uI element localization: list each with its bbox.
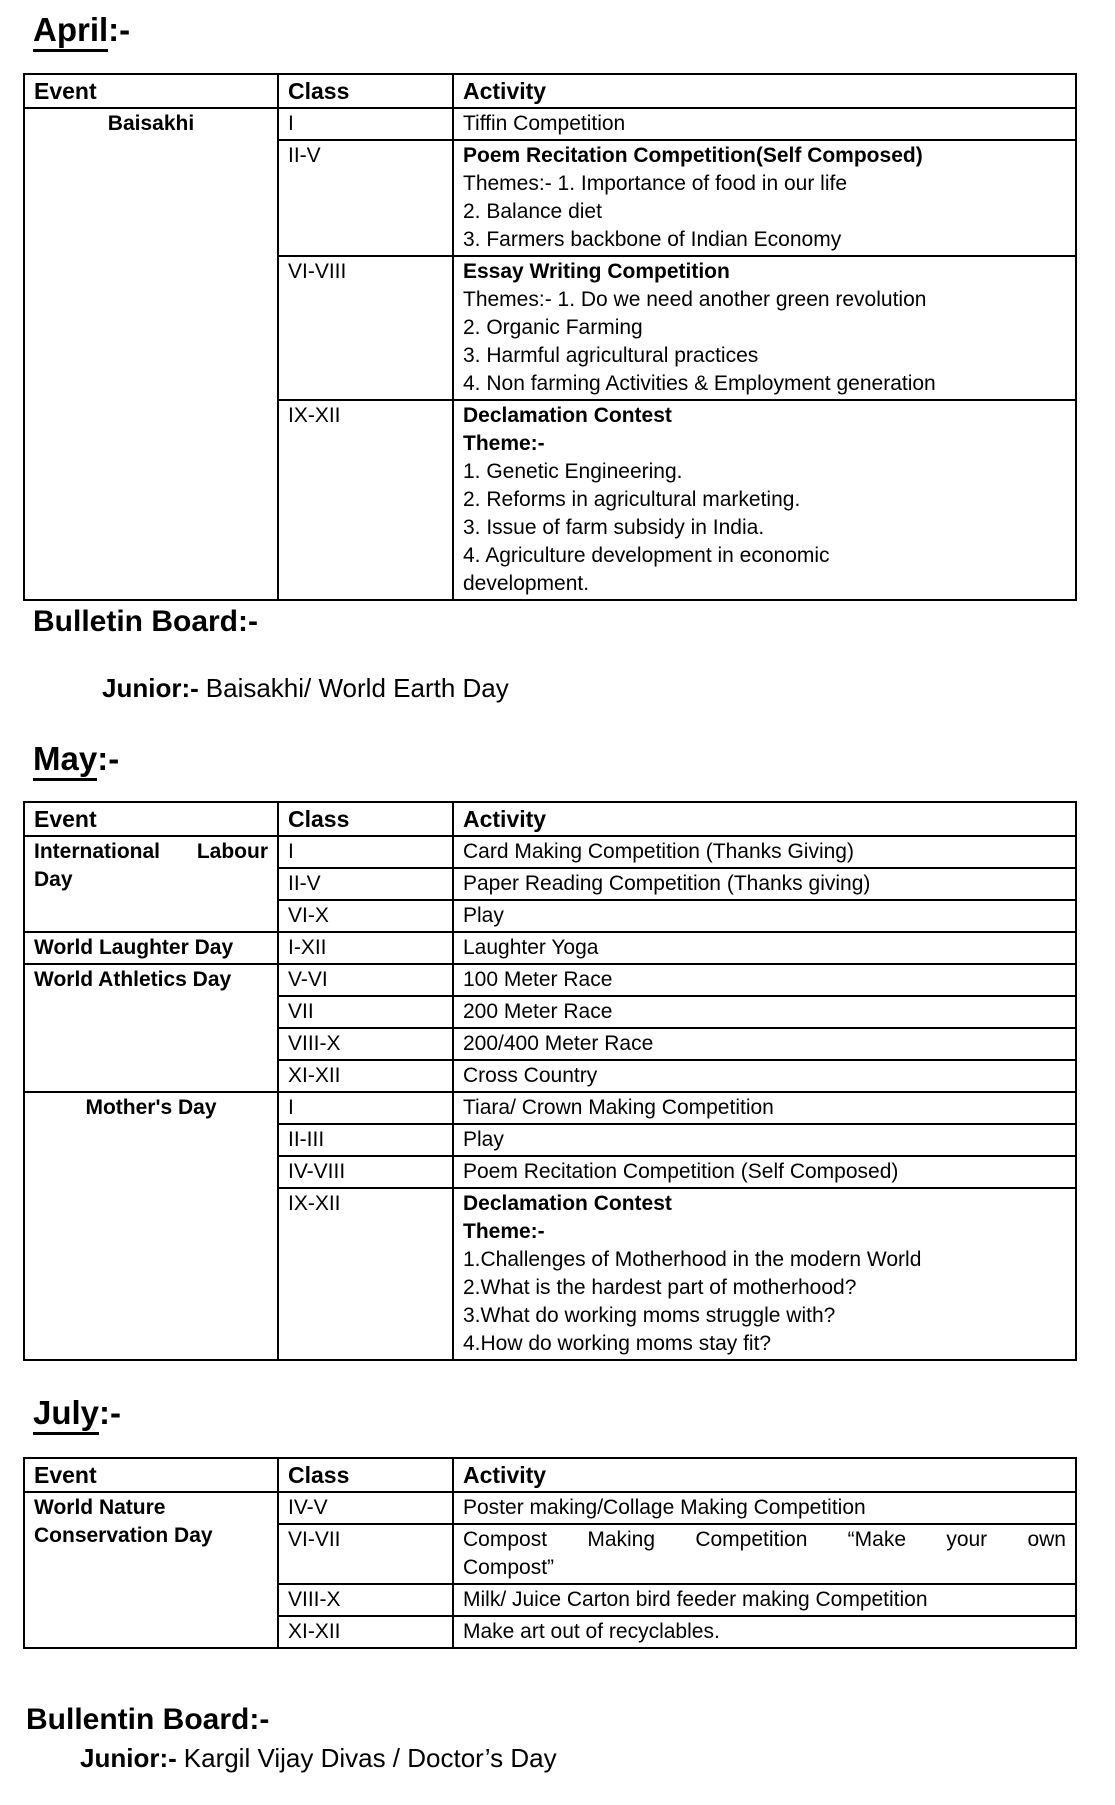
activity-line: Theme:- [463, 432, 545, 455]
junior-text: Kargil Vijay Divas / Doctor’s Day [183, 1743, 557, 1773]
activity-line: Laughter Yoga [463, 936, 599, 959]
activity-cell [453, 1156, 1076, 1188]
activity-line: Compost” [463, 1556, 555, 1579]
event-cell [24, 1492, 278, 1648]
activity-line: 1. Genetic Engineering. [463, 460, 683, 483]
activity-line: Poster making/Collage Making Competition [463, 1496, 866, 1519]
activity-line: Play [463, 1128, 504, 1151]
column-header-activity: Activity [453, 802, 1076, 836]
table-row [24, 108, 1076, 140]
class-cell: V-VI [278, 964, 453, 996]
activity-line: 4. Non farming Activities & Employment generation [463, 372, 936, 395]
activity-cell [453, 1028, 1076, 1060]
activity-line: 3.What do working moms struggle with? [463, 1304, 836, 1327]
class-cell: IV-VIII [278, 1156, 453, 1188]
event-cell [24, 1092, 278, 1360]
class-cell: VIII-X [278, 1584, 453, 1616]
activity-line: 2. Balance diet [463, 200, 602, 223]
activity-cell [453, 868, 1076, 900]
activity-line: Theme:- [463, 1220, 545, 1243]
event-line: World Nature [34, 1496, 166, 1519]
activity-cell [453, 108, 1076, 140]
junior-label: Junior:- [80, 1743, 177, 1773]
header-row [24, 1458, 1076, 1492]
event-line: Baisakhi [107, 112, 195, 135]
activity-cell [453, 1584, 1076, 1616]
table-row [24, 932, 1076, 964]
activity-cell [453, 1092, 1076, 1124]
activity-line: 200/400 Meter Race [463, 1032, 654, 1055]
activity-line: Poem Recitation Competition(Self Composed) [463, 144, 923, 167]
month-heading-may [33, 739, 1115, 779]
heading-suffix: :- [97, 740, 120, 777]
activity-line: 3. Farmers backbone of Indian Economy [463, 228, 842, 251]
activity-line: Themes:- 1. Importance of food in our life [463, 172, 848, 195]
column-header-class: Class [278, 1458, 453, 1492]
class-cell: VI-VIII [278, 256, 453, 400]
activity-cell [453, 1124, 1076, 1156]
column-header-event: Event [24, 1458, 278, 1492]
column-header-activity: Activity [453, 74, 1076, 108]
header-row [24, 74, 1076, 108]
activity-cell [453, 1060, 1076, 1092]
activity-line: 3. Harmful agricultural practices [463, 344, 759, 367]
activity-line: Paper Reading Competition (Thanks giving) [463, 872, 871, 895]
column-header-event: Event [24, 74, 278, 108]
underlined-word: July [33, 1394, 99, 1435]
event-cell [24, 108, 278, 600]
activity-cell [453, 964, 1076, 996]
activity-cell [453, 996, 1076, 1028]
table-row [24, 836, 1076, 868]
table-row [24, 964, 1076, 996]
activity-cell [453, 1492, 1076, 1524]
activity-line: Essay Writing Competition [463, 260, 730, 283]
activity-cell [453, 1188, 1076, 1360]
activity-cell [453, 1616, 1076, 1648]
activity-line: 2. Reforms in agricultural marketing. [463, 488, 801, 511]
column-header-event: Event [24, 802, 278, 836]
table-row [24, 1492, 1076, 1524]
class-cell: XI-XII [278, 1616, 453, 1648]
event-line: World Athletics Day [34, 968, 232, 991]
table-row [24, 1092, 1076, 1124]
event-cell [24, 964, 278, 1092]
activity-line: Milk/ Juice Carton bird feeder making Competition [463, 1588, 928, 1611]
header-row [24, 802, 1076, 836]
activity-line: Declamation Contest [463, 404, 672, 427]
activity-cell [453, 256, 1076, 400]
event-cell [24, 836, 278, 932]
activity-line: 3. Issue of farm subsidy in India. [463, 516, 765, 539]
activity-line: Tiffin Competition [463, 112, 626, 135]
class-cell: I [278, 1092, 453, 1124]
activity-line: Poem Recitation Competition (Self Composed) [463, 1160, 899, 1183]
junior-text: Baisakhi/ World Earth Day [205, 673, 509, 703]
may-activities-table [23, 801, 1077, 1361]
event-line: Mother's Day [85, 1096, 217, 1119]
activity-line: 2. Organic Farming [463, 316, 643, 339]
activity-line: Compost Making Competition “Make your own [463, 1528, 1066, 1551]
column-header-class: Class [278, 802, 453, 836]
july-activities-table [23, 1457, 1077, 1649]
activity-line: development. [463, 572, 590, 595]
month-heading-july [33, 1393, 1115, 1433]
activity-line: Card Making Competition (Thanks Giving) [463, 840, 854, 863]
event-line: Conservation Day [34, 1524, 213, 1547]
activity-line: Tiara/ Crown Making Competition [463, 1096, 774, 1119]
class-cell: VI-X [278, 900, 453, 932]
class-cell: XI-XII [278, 1060, 453, 1092]
class-cell: II-III [278, 1124, 453, 1156]
activity-cell [453, 836, 1076, 868]
class-cell: VII [278, 996, 453, 1028]
bulletin-board-heading: Bullentin Board:- [26, 1703, 270, 1736]
activity-line: 2.What is the hardest part of motherhood? [463, 1276, 857, 1299]
month-heading-april [33, 10, 1115, 50]
class-cell: IV-V [278, 1492, 453, 1524]
underlined-word: May [33, 740, 97, 781]
class-cell: II-V [278, 868, 453, 900]
column-header-class: Class [278, 74, 453, 108]
activity-line: 4. Agriculture development in economic [463, 544, 830, 567]
event-cell [24, 932, 278, 964]
activity-cell [453, 1524, 1076, 1584]
activity-cell [453, 900, 1076, 932]
event-line: World Laughter Day [34, 936, 234, 959]
activity-line: 200 Meter Race [463, 1000, 613, 1023]
class-cell: IX-XII [278, 1188, 453, 1360]
activity-line: 100 Meter Race [463, 968, 613, 991]
column-header-activity: Activity [453, 1458, 1076, 1492]
junior-bulletin-line [80, 1741, 1115, 1775]
activity-line: Themes:- 1. Do we need another green revolution [463, 288, 927, 311]
activity-line: Cross Country [463, 1064, 598, 1087]
heading-suffix: :- [108, 11, 131, 48]
class-cell: VI-VII [278, 1524, 453, 1584]
april-activities-table [23, 73, 1077, 601]
activity-line: Declamation Contest [463, 1192, 672, 1215]
activity-line: 1.Challenges of Motherhood in the modern World [463, 1248, 922, 1271]
event-line: Day [34, 868, 73, 891]
activity-cell [453, 140, 1076, 256]
activity-line: 4.How do working moms stay fit? [463, 1332, 772, 1355]
activity-cell [453, 932, 1076, 964]
junior-label: Junior:- [102, 673, 199, 703]
junior-bulletin-line [102, 671, 1115, 705]
bulletin-board-heading: Bulletin Board:- [33, 605, 258, 638]
class-cell: II-V [278, 140, 453, 256]
activity-cell [453, 400, 1076, 600]
underlined-word: April [33, 11, 108, 52]
class-cell: I-XII [278, 932, 453, 964]
activity-line: Make art out of recyclables. [463, 1620, 720, 1643]
event-line: International Labour [34, 840, 268, 863]
heading-suffix: :- [99, 1394, 122, 1431]
activity-line: Play [463, 904, 504, 927]
class-cell: IX-XII [278, 400, 453, 600]
class-cell: I [278, 836, 453, 868]
class-cell: VIII-X [278, 1028, 453, 1060]
class-cell: I [278, 108, 453, 140]
